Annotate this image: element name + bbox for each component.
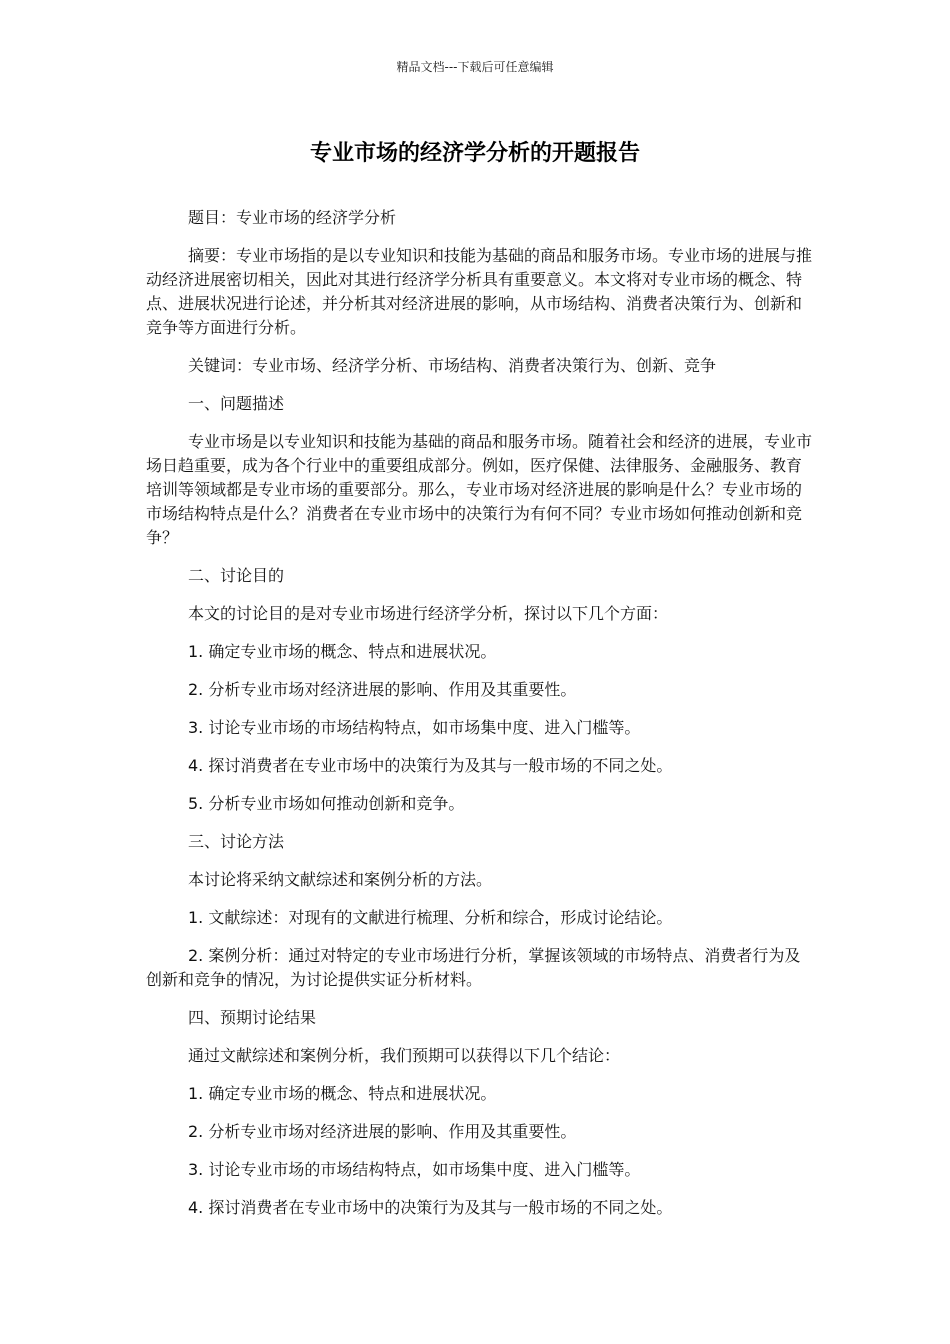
result-item: 2. 分析专业市场对经济进展的影响、作用及其重要性。 xyxy=(188,1122,577,1141)
paragraph-purpose-intro: 本文的讨论目的是对专业市场进行经济学分析，探讨以下几个方面： xyxy=(188,604,669,623)
header-note: 精品文档---下载后可任意编辑 xyxy=(396,60,554,74)
document-title: 专业市场的经济学分析的开题报告 xyxy=(309,141,640,166)
document-body xyxy=(146,206,814,1234)
method-item: 2. 案例分析：通过对特定的专业市场进行分析，掌握该领域的市场特点、消费者行为及创新和竞争的情况，为讨论提供实证分析材料。 xyxy=(146,946,801,989)
purpose-item: 3. 讨论专业市场的市场结构特点，如市场集中度、进入门槛等。 xyxy=(188,718,641,737)
paragraph-topic: 题目：专业市场的经济学分析 xyxy=(188,208,397,227)
purpose-item: 1. 确定专业市场的概念、特点和进展状况。 xyxy=(188,642,497,661)
purpose-item: 2. 分析专业市场对经济进展的影响、作用及其重要性。 xyxy=(188,680,577,699)
paragraph-results-intro: 通过文献综述和案例分析，我们预期可以获得以下几个结论： xyxy=(188,1046,621,1065)
section-heading-problem: 一、问题描述 xyxy=(188,394,285,413)
section-heading-results: 四、预期讨论结果 xyxy=(188,1008,317,1027)
method-item: 1. 文献综述：对现有的文献进行梳理、分析和综合，形成讨论结论。 xyxy=(188,908,673,927)
paragraph-keywords: 关键词：专业市场、经济学分析、市场结构、消费者决策行为、创新、竞争 xyxy=(188,356,717,375)
section-heading-method: 三、讨论方法 xyxy=(188,832,285,851)
result-item: 3. 讨论专业市场的市场结构特点，如市场集中度、进入门槛等。 xyxy=(188,1160,641,1179)
paragraph-abstract: 摘要：专业市场指的是以专业知识和技能为基础的商品和服务市场。专业市场的进展与推动经济进展密切相关，因此对其进行经济学分析具有重要意义。本文将对专业市场的概念、特点、进展状况进行论述，并分析其对经济进展的影响，从市场结构、消费者决策行为、创新和竞争等方面进行分析。 xyxy=(146,246,813,337)
section-heading-purpose: 二、讨论目的 xyxy=(188,566,285,585)
result-item: 4. 探讨消费者在专业市场中的决策行为及其与一般市场的不同之处。 xyxy=(188,1198,673,1217)
purpose-item: 4. 探讨消费者在专业市场中的决策行为及其与一般市场的不同之处。 xyxy=(188,756,673,775)
paragraph-method-intro: 本讨论将采纳文献综述和案例分析的方法。 xyxy=(188,870,493,889)
result-item: 1. 确定专业市场的概念、特点和进展状况。 xyxy=(188,1084,497,1103)
paragraph-problem: 专业市场是以专业知识和技能为基础的商品和服务市场。随着社会和经济的进展，专业市场日趋重要，成为各个行业中的重要组成部分。例如，医疗保健、法律服务、金融服务、教育培训等领域都是专业市场的重要部分。那么，专业市场对经济进展的影响是什么？专业市场的市场结构特点是什么？消费者在专业市场中的决策行为有何不同？专业市场如何推动创新和竞争？ xyxy=(146,432,813,547)
purpose-item: 5. 分析专业市场如何推动创新和竞争。 xyxy=(188,794,465,813)
